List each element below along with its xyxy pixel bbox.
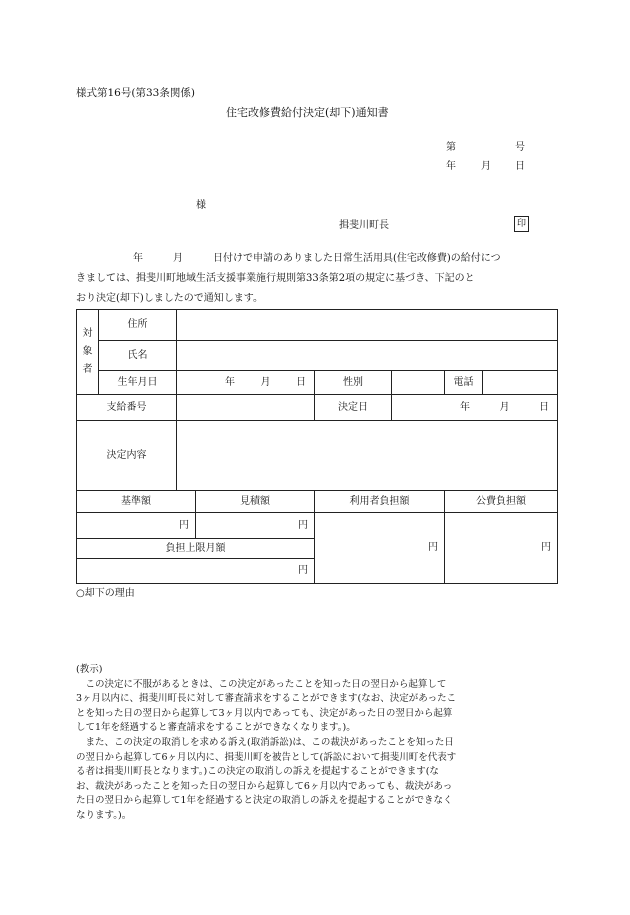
phone-label: 電話 [445,371,483,395]
intro-year: 年 [133,253,143,264]
public-burden-label: 公費負担額 [445,491,558,513]
user-burden-yen: 円 [428,542,438,554]
document-number-suffix: 号 [515,142,525,153]
appeal-notice-line: の翌日から起算して6ヶ月以内に、揖斐川町を被告として(訴訟において揖斐川町を代表す [76,751,457,763]
decision-date-field[interactable] [392,395,558,421]
birth-day: 日 [296,376,306,388]
base-amount-field[interactable] [77,513,196,539]
subject-label: 対象者 [77,310,99,395]
form-number: 様式第16号(第33条関係) [76,87,195,99]
gender-field[interactable] [392,371,445,395]
burden-cap-label: 負担上限月額 [77,539,315,559]
seal-mark: 印 [514,216,529,232]
issue-date-month: 月 [481,161,491,172]
intro-line-1 [76,249,556,269]
issuer-name: 揖斐川町長 [339,220,389,231]
decision-content-label: 決定内容 [77,421,177,491]
appeal-notice-line: お、裁決があったことを知った日の翌日から起算して6ヶ月以内であっても、裁決があっ [76,780,453,792]
appeal-notice-line: とを知った日の翌日から起算して3ヶ月以内であっても、決定があった日の翌日から起算 [76,707,453,719]
base-amount-yen: 円 [179,519,189,531]
decision-date-label: 決定日 [315,395,392,421]
decision-month: 月 [499,401,510,413]
burden-cap-field[interactable] [77,559,315,584]
name-label: 氏名 [99,341,177,371]
birthdate-field[interactable] [177,371,315,395]
appeal-notice-line: る者は揖斐川町長となります。)この決定の取消しの訴えを提起することができます(な [76,766,439,778]
birth-year: 年 [225,376,235,388]
decision-year: 年 [460,401,470,413]
appeal-notice-line: して1年を経過すると審査請求をすることができなくなります。)。 [76,722,356,734]
public-burden-yen: 円 [541,542,551,554]
addressee-suffix: 様 [196,200,206,211]
appeal-notice-line: また、この決定の取消しを求める訴え(取消訴訟)は、この裁決があったことを知った日 [76,736,454,748]
phone-field[interactable] [483,371,558,395]
public-burden-field[interactable] [445,513,558,584]
appeal-notice-line: 3ヶ月以内に、揖斐川町長に対して審査請求をすることができます(なお、決定があったこ [76,693,457,705]
issue-date-day: 日 [515,161,525,172]
decision-table [76,309,558,584]
user-burden-field[interactable] [315,513,445,584]
estimate-yen: 円 [298,519,308,531]
appeal-notice-line: なります。)。 [76,809,132,821]
intro-line-3: おり決定(却下)しましたので通知します。 [76,293,264,304]
birthdate-label: 生年月日 [99,371,177,395]
name-field[interactable] [177,341,558,371]
rejection-reason-label: ○却下の理由 [76,588,135,599]
appeal-notice-line: この決定に不服があるときは、この決定があったことを知った日の翌日から起算して [76,678,447,690]
decision-content-field[interactable] [177,421,558,491]
birth-month: 月 [260,376,271,388]
intro-paragraph [76,249,556,309]
intro-line-2: きましては、揖斐川町地域生活支援事業施行規則第33条第2項の規定に基づき、下記のと [76,273,475,284]
issue-date-year: 年 [446,161,456,172]
burden-cap-yen: 円 [298,565,308,577]
address-label: 住所 [99,310,177,341]
document-title: 住宅改修費給付決定(却下)通知書 [226,106,389,119]
appeal-notice-heading: (教示) [76,664,103,675]
document-number-prefix: 第 [446,142,456,153]
address-field[interactable] [177,310,558,341]
payment-number-label: 支給番号 [77,395,177,421]
intro-line-1-text: 日付けで申請のありました日常生活用具(住宅改修費)の給付につ [213,253,501,264]
estimate-field[interactable] [196,513,315,539]
base-amount-label: 基準額 [77,491,196,513]
estimate-label: 見積額 [196,491,315,513]
appeal-notice-line: た日の翌日から起算して1年を経過すると決定の取消しの訴えを提起することができなく [76,795,453,807]
user-burden-label: 利用者負担額 [315,491,445,513]
appeal-notice [76,663,560,824]
intro-month: 月 [173,253,183,264]
gender-label: 性別 [315,371,392,395]
payment-number-field[interactable] [177,395,315,421]
decision-day: 日 [539,401,549,413]
